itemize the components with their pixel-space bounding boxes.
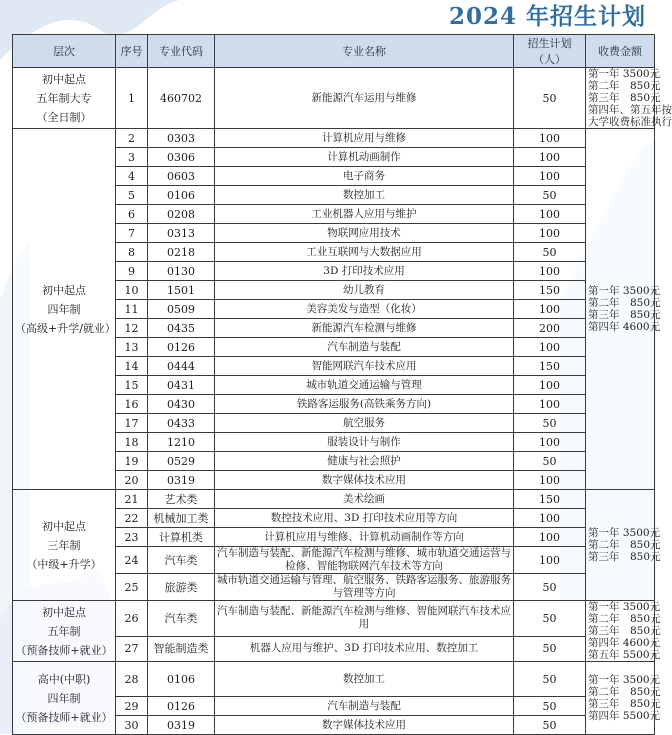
- major-name: 新能源汽车运用与维修: [215, 68, 514, 129]
- major-name: 数控加工: [215, 662, 514, 697]
- row-number: 11: [116, 300, 148, 319]
- major-code: 0126: [148, 338, 215, 357]
- row-number: 21: [116, 490, 148, 509]
- enrollment-plan: 50: [514, 414, 586, 433]
- row-number: 24: [116, 547, 148, 574]
- header-fee: 收费金额: [586, 35, 655, 68]
- row-number: 17: [116, 414, 148, 433]
- enrollment-plan: 100: [514, 338, 586, 357]
- level-line: 四年制: [47, 302, 81, 316]
- header-code: 专业代码: [148, 35, 215, 68]
- fee-line: 第四年 5500元: [588, 710, 661, 722]
- level-line: 初中起点: [42, 283, 86, 297]
- major-name: 美容美发与造型（化妆）: [215, 300, 514, 319]
- fee-line: 第三年 850元: [588, 309, 661, 321]
- row-number: 4: [116, 167, 148, 186]
- major-name: 工业机器人应用与维护: [215, 205, 514, 224]
- fee-line: 第三年 850元: [588, 551, 661, 563]
- major-code: 0126: [148, 697, 215, 716]
- fee-line: 第五年 5500元: [588, 649, 661, 661]
- major-code: 旅游类: [148, 574, 215, 601]
- enrollment-plan: 100: [514, 148, 586, 167]
- enrollment-plan: 50: [514, 716, 586, 735]
- major-name: 铁路客运服务(高铁乘务方向): [215, 395, 514, 414]
- level-line: 五年制: [47, 624, 81, 638]
- row-number: 9: [116, 262, 148, 281]
- level-line: 三年制: [47, 538, 81, 552]
- major-code: 0319: [148, 716, 215, 735]
- header-level: 层次: [13, 35, 116, 68]
- row-number: 20: [116, 471, 148, 490]
- row-number: 29: [116, 697, 148, 716]
- row-number: 30: [116, 716, 148, 735]
- major-name: 工业互联网与大数据应用: [215, 243, 514, 262]
- table-row: [13, 68, 655, 129]
- major-name: 美术绘画: [215, 490, 514, 509]
- fee-line: 第四年 4600元: [588, 637, 661, 649]
- enrollment-plan: 50: [514, 636, 586, 661]
- major-name: 服装设计与制作: [215, 433, 514, 452]
- row-number: 1: [116, 68, 148, 129]
- fee-cell: [586, 68, 672, 129]
- enrollment-plan: 100: [514, 471, 586, 490]
- major-code: 0529: [148, 452, 215, 471]
- major-name: 机器人应用与维护、3D 打印技术应用、数控加工: [215, 636, 514, 661]
- row-number: 6: [116, 205, 148, 224]
- fee-cell: [586, 129, 661, 490]
- fee-line: 第三年 850元: [588, 698, 661, 710]
- major-code: 0509: [148, 300, 215, 319]
- enrollment-plan: 50: [514, 601, 586, 637]
- fee-cell: [586, 662, 661, 735]
- enrollment-plan: 150: [514, 357, 586, 376]
- major-code: 0433: [148, 414, 215, 433]
- level-line: （中级+升学）: [26, 557, 102, 571]
- enrollment-plan: 50: [514, 186, 586, 205]
- row-number: 2: [116, 129, 148, 148]
- enrollment-plan: 100: [514, 224, 586, 243]
- major-name: 新能源汽车检测与维修: [215, 319, 514, 338]
- row-number: 14: [116, 357, 148, 376]
- enrollment-plan: 50: [514, 68, 586, 129]
- header-no: 序号: [116, 35, 148, 68]
- row-number: 25: [116, 574, 148, 601]
- enrollment-plan: 100: [514, 395, 586, 414]
- enrollment-plan: 100: [514, 433, 586, 452]
- major-name: 健康与社会照护: [215, 452, 514, 471]
- row-number: 12: [116, 319, 148, 338]
- table-row: [13, 601, 655, 637]
- level-line: （预备技师+就业）: [15, 710, 113, 724]
- fee-line: 第二年 850元: [588, 297, 661, 309]
- row-number: 28: [116, 662, 148, 697]
- row-number: 26: [116, 601, 148, 637]
- header-plan: 招生计划（人）: [514, 35, 586, 68]
- major-code: 0106: [148, 662, 215, 697]
- page-title: 2024 年招生计划: [448, 3, 646, 30]
- fee-line: 第三年 850元: [588, 92, 661, 104]
- major-code: 460702: [148, 68, 215, 129]
- row-number: 16: [116, 395, 148, 414]
- row-number: 13: [116, 338, 148, 357]
- fee-line: 第二年 850元: [588, 613, 661, 625]
- major-name: 智能网联汽车技术应用: [215, 357, 514, 376]
- enrollment-plan: 50: [514, 452, 586, 471]
- table-row: [13, 129, 655, 148]
- major-code: 0303: [148, 129, 215, 148]
- header-major: 专业名称: [215, 35, 514, 68]
- row-number: 5: [116, 186, 148, 205]
- enrollment-plan: 100: [514, 376, 586, 395]
- major-code: 智能制造类: [148, 636, 215, 661]
- enrollment-plan: 100: [514, 129, 586, 148]
- major-code: 0313: [148, 224, 215, 243]
- major-name: 电子商务: [215, 167, 514, 186]
- fee-line: 第一年 3500元: [588, 285, 661, 297]
- enrollment-plan: 100: [514, 167, 586, 186]
- table-row: [13, 490, 655, 509]
- row-number: 27: [116, 636, 148, 661]
- level-line: 初中起点: [42, 605, 86, 619]
- enrollment-plan: 100: [514, 300, 586, 319]
- fee-line: 第二年 850元: [588, 686, 661, 698]
- major-name: 汽车制造与装配: [215, 338, 514, 357]
- major-name: 城市轨道交通运输与管理: [215, 376, 514, 395]
- major-code: 汽车类: [148, 547, 215, 574]
- table-body: [13, 68, 672, 735]
- major-code: 0306: [148, 148, 215, 167]
- level-line: （全日制）: [36, 110, 92, 124]
- row-number: 15: [116, 376, 148, 395]
- major-code: 1210: [148, 433, 215, 452]
- major-code: 汽车类: [148, 601, 215, 637]
- level-cell: [13, 601, 116, 662]
- fee-line: 第二年 850元: [588, 80, 661, 92]
- fee-cell: [586, 601, 661, 662]
- enrollment-plan-table: [12, 34, 672, 735]
- row-number: 10: [116, 281, 148, 300]
- table-row: [13, 662, 655, 697]
- enrollment-plan: 100: [514, 509, 586, 528]
- enrollment-plan: 100: [514, 205, 586, 224]
- level-line: （预备技师+就业）: [15, 643, 113, 657]
- major-name: 汽车制造与装配: [215, 697, 514, 716]
- major-name: 幼儿教育: [215, 281, 514, 300]
- major-name: 航空服务: [215, 414, 514, 433]
- major-code: 1501: [148, 281, 215, 300]
- level-line: 五年制大专: [36, 91, 92, 105]
- enrollment-plan: 50: [514, 243, 586, 262]
- fee-line: 第一年 3500元: [588, 527, 661, 539]
- row-number: 19: [116, 452, 148, 471]
- major-name: 汽车制造与装配、新能源汽车检测与维修、城市轨道交通运营与检修、智能物联网汽车技术等方向: [215, 547, 514, 574]
- major-name: 数控技术应用、3D 打印技术应用等方向: [215, 509, 514, 528]
- fee-line: 第四年 4600元: [588, 321, 661, 333]
- table-header-row: [13, 35, 655, 68]
- major-code: 0444: [148, 357, 215, 376]
- fee-line: 第二年 850元: [588, 539, 661, 551]
- enrollment-plan: 50: [514, 662, 586, 697]
- fee-line: 第一年 3500元: [588, 674, 661, 686]
- row-number: 8: [116, 243, 148, 262]
- major-code: 艺术类: [148, 490, 215, 509]
- row-number: 18: [116, 433, 148, 452]
- major-code: 0218: [148, 243, 215, 262]
- level-line: （高级+升学/就业）: [15, 321, 116, 335]
- row-number: 23: [116, 528, 148, 547]
- fee-line: 第一年 3500元: [588, 68, 661, 80]
- fee-cell: [586, 490, 661, 601]
- row-number: 22: [116, 509, 148, 528]
- row-number: 7: [116, 224, 148, 243]
- fee-line: 第一年 3500元: [588, 601, 661, 613]
- major-code: 0208: [148, 205, 215, 224]
- major-name: 数字媒体技术应用: [215, 716, 514, 735]
- level-line: 初中起点: [42, 72, 86, 86]
- level-line: 初中起点: [42, 519, 86, 533]
- row-number: 3: [116, 148, 148, 167]
- major-code: 0319: [148, 471, 215, 490]
- major-code: 0435: [148, 319, 215, 338]
- enrollment-plan: 100: [514, 547, 586, 574]
- major-code: 0130: [148, 262, 215, 281]
- major-name: 3D 打印技术应用: [215, 262, 514, 281]
- fee-line: 第四年、第五年按: [588, 104, 672, 116]
- major-code: 0430: [148, 395, 215, 414]
- major-name: 计算机应用与维修: [215, 129, 514, 148]
- major-name: 汽车制造与装配、新能源汽车检测与维修、智能网联汽车技术应用: [215, 601, 514, 637]
- enrollment-plan: 100: [514, 262, 586, 281]
- level-cell: [13, 129, 116, 490]
- fee-line: 大学收费标准执行: [588, 116, 672, 128]
- enrollment-plan: 50: [514, 697, 586, 716]
- level-line: 高中(中职): [37, 672, 91, 686]
- enrollment-plan: 100: [514, 528, 586, 547]
- major-code: 0106: [148, 186, 215, 205]
- major-name: 城市轨道交通运输与管理、航空服务、铁路客运服务、旅游服务与管理等方向: [215, 574, 514, 601]
- level-cell: [13, 662, 116, 735]
- major-name: 计算机动画制作: [215, 148, 514, 167]
- level-cell: [13, 68, 116, 129]
- enrollment-plan: 150: [514, 490, 586, 509]
- fee-line: 第三年 850元: [588, 625, 661, 637]
- major-name: 数字媒体技术应用: [215, 471, 514, 490]
- enrollment-plan: 150: [514, 281, 586, 300]
- major-name: 物联网应用技术: [215, 224, 514, 243]
- major-code: 0431: [148, 376, 215, 395]
- major-code: 机械加工类: [148, 509, 215, 528]
- enrollment-plan: 200: [514, 319, 586, 338]
- enrollment-plan: 50: [514, 574, 586, 601]
- major-code: 计算机类: [148, 528, 215, 547]
- major-code: 0603: [148, 167, 215, 186]
- level-cell: [13, 490, 116, 601]
- major-name: 计算机应用与维修、计算机动画制作等方向: [215, 528, 514, 547]
- major-name: 数控加工: [215, 186, 514, 205]
- level-line: 四年制: [47, 691, 81, 705]
